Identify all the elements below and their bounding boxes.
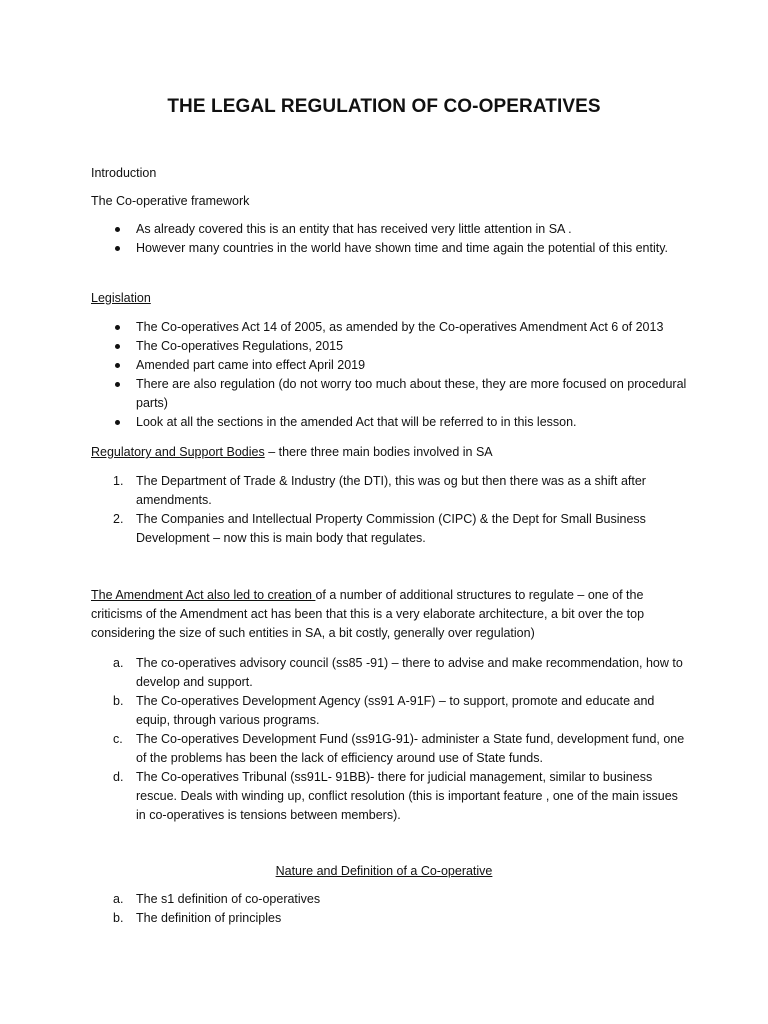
list-item: 1. The Department of Trade & Industry (the DTI), this was og but then there was as a shift after amendments.: [113, 474, 646, 507]
bodies-heading: Regulatory and Support Bodies: [91, 445, 265, 459]
bullet-icon: [115, 246, 120, 251]
amendment-paragraph: [91, 586, 691, 643]
list-item: b. The definition of principles: [91, 909, 691, 928]
list-item: The Co-operatives Regulations, 2015: [91, 337, 691, 356]
bullet-icon: [115, 344, 120, 349]
amendment-rest: of a number of additional structures to regulate – one of the criticisms of the Amendment act has been that this is a very elaborate architecture, a bit over the top considering the size of such entities in SA, a bit costly, generally over regulation): [91, 588, 645, 640]
introduction-heading: Introduction: [91, 166, 157, 180]
bullet-icon: [115, 227, 120, 232]
list-marker: a.: [113, 656, 124, 670]
list-item: 2. The Companies and Intellectual Property Commission (CIPC) & the Dept for Small Business Development – now this is main body that regulates.: [113, 512, 646, 545]
amendment-lead: The Amendment Act also led to creation: [91, 588, 316, 602]
list-marker: 1.: [113, 474, 124, 488]
bullet-icon: [115, 420, 120, 425]
legislation-heading: Legislation: [91, 291, 151, 305]
list-item: a. The s1 definition of co-operatives: [91, 890, 691, 909]
list-marker: c.: [113, 732, 123, 746]
list-item: As already covered this is an entity that has received very little attention in SA .: [91, 220, 691, 239]
list-item: Amended part came into effect April 2019: [91, 356, 691, 375]
legislation-bullet-list: [91, 318, 691, 432]
list-item: There are also regulation (do not worry too much about these, they are more focused on procedural parts): [91, 375, 691, 413]
bodies-heading-line: [91, 443, 691, 462]
list-item: b. The Co-operatives Development Agency (ss91 A-91F) – to support, promote and educate and equip, through various programs.: [113, 694, 655, 727]
nature-lettered-list: [91, 890, 691, 928]
list-marker: d.: [113, 770, 124, 784]
list-marker: b.: [113, 911, 124, 925]
nature-heading: Nature and Definition of a Co-operative: [275, 864, 493, 878]
list-marker: 2.: [113, 512, 124, 526]
bullet-icon: [115, 325, 120, 330]
list-item: However many countries in the world have shown time and time again the potential of this entity.: [91, 239, 691, 258]
framework-bullet-list: [91, 220, 691, 258]
list-item: The Co-operatives Act 14 of 2005, as amended by the Co-operatives Amendment Act 6 of 2013: [91, 318, 691, 337]
list-item: a. The co-operatives advisory council (ss85 -91) – there to advise and make recommendation, how to develop and support.: [113, 656, 683, 689]
list-item: Look at all the sections in the amended Act that will be referred to in this lesson.: [91, 413, 691, 432]
list-item: c. The Co-operatives Development Fund (ss91G-91)- administer a State fund, development fund, one of the problems has been the lack of efficiency around use of State funds.: [113, 732, 685, 765]
bullet-icon: [115, 382, 120, 387]
bodies-heading-rest: – there three main bodies involved in SA: [264, 445, 493, 459]
bullet-icon: [115, 363, 120, 368]
list-marker: b.: [113, 694, 124, 708]
document-title: THE LEGAL REGULATION OF CO-OPERATIVES: [167, 96, 601, 117]
framework-heading: The Co-operative framework: [91, 194, 250, 208]
structures-lettered-list: [91, 654, 691, 825]
list-item: d. The Co-operatives Tribunal (ss91L- 91BB)- there for judicial management, similar to business rescue. Deals with winding up, conflict resolution (this is important feature , one of the main issues in co-operatives is tensions between members).: [113, 770, 678, 822]
bodies-numbered-list: [91, 472, 691, 548]
list-marker: a.: [113, 892, 124, 906]
